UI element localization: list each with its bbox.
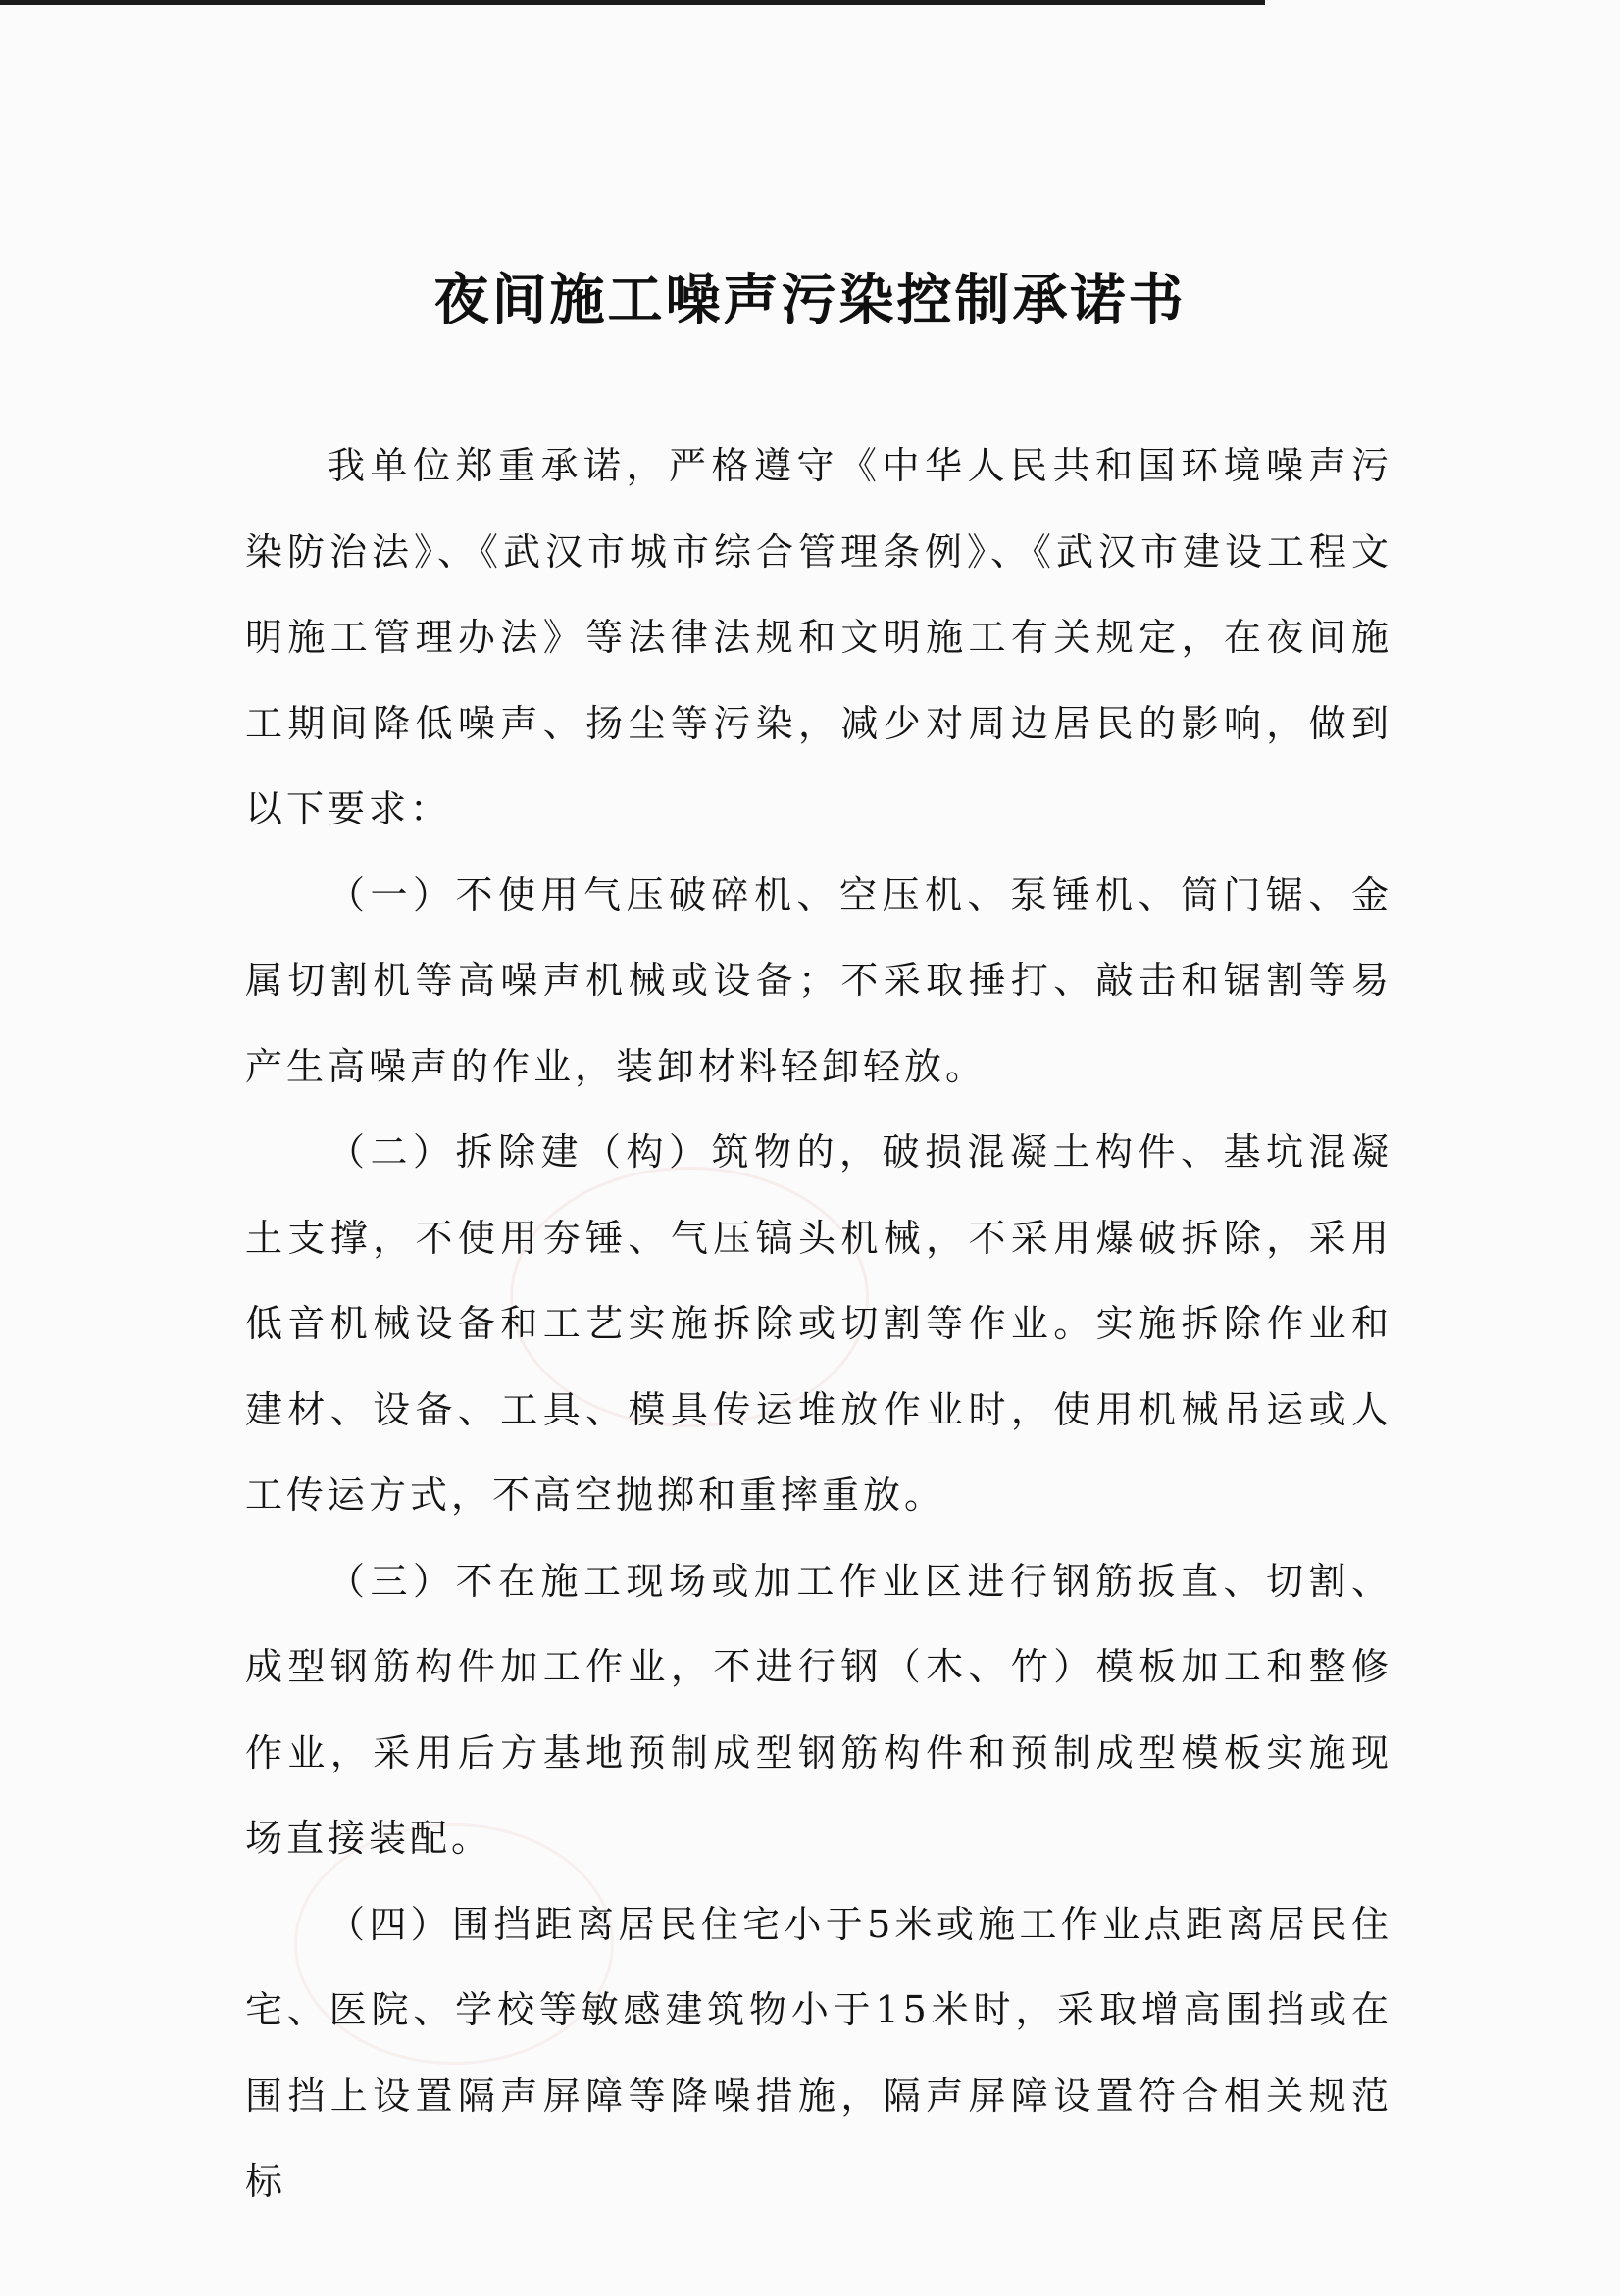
paragraph-item-3: （三）不在施工现场或加工作业区进行钢筋扳直、切割、成型钢筋构件加工作业，不进行钢（木、竹）模板加工和整修作业，采用后方基地预制成型钢筋构件和预制成型模板实施现场直接装配。 xyxy=(245,1559,1392,1860)
paragraph-item-4: （四）围挡距离居民住宅小于5米或施工作业点距离居民住宅、医院、学校等敏感建筑物小于15米时，采取增高围挡或在围挡上设置隔声屏障等降噪措施，隔声屏障设置符合相关规范标 xyxy=(245,1902,1392,2203)
document-body xyxy=(245,424,1392,2225)
paragraph-item-2: （二）拆除建（构）筑物的，破损混凝土构件、基坑混凝土支撑，不使用夯锤、气压镐头机械，不采用爆破拆除，采用低音机械设备和工艺实施拆除或切割等作业。实施拆除作业和建材、设备、工具、模具传运堆放作业时，使用机械吊运或人工传运方式，不高空抛掷和重摔重放。 xyxy=(245,1130,1392,1517)
paragraph-item-1: （一）不使用气压破碎机、空压机、泵锤机、筒门锯、金属切割机等高噪声机械或设备；不采取捶打、敲击和锯割等易产生高噪声的作业，装卸材料轻卸轻放。 xyxy=(245,873,1392,1088)
page-title: 夜间施工噪声污染控制承诺书 xyxy=(433,269,1187,332)
paragraph-intro: 我单位郑重承诺，严格遵守《中华人民共和国环境噪声污染防治法》、《武汉市城市综合管理条例》、《武汉市建设工程文明施工管理办法》等法律法规和文明施工有关规定，在夜间施工期间降低噪声、扬尘等污染，减少对周边居民的影响，做到以下要求： xyxy=(245,444,1392,830)
scan-edge-line xyxy=(0,0,1265,5)
